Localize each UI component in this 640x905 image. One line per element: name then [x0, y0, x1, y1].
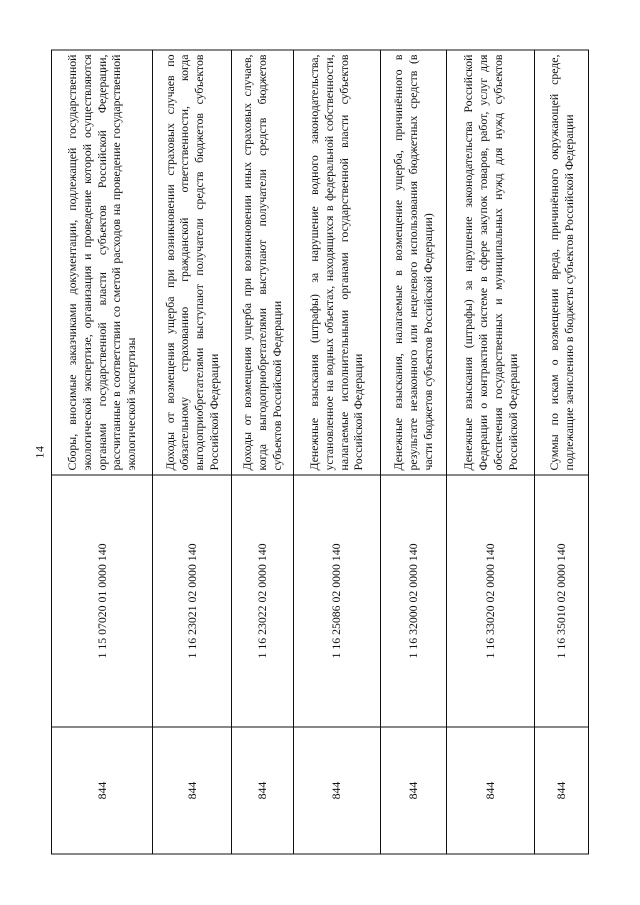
revenue-code-cell: 1 16 32000 02 0000 140 [380, 475, 447, 727]
table-row [231, 50, 293, 854]
table-row [447, 50, 535, 854]
admin-code-cell: 844 [447, 727, 535, 854]
admin-code-cell: 844 [153, 727, 232, 854]
revenue-code-cell: 1 16 23021 02 0000 140 [153, 475, 232, 727]
admin-code-cell: 844 [231, 727, 293, 854]
description-cell: Денежные взыскания (штрафы) за нарушение водного законодательства, установленное на водных объектах, находящихся в федеральной собственности, налагаемые исполнительными органами государственной власти субъектов Российской Федерации [293, 50, 380, 475]
revenue-code-cell: 1 16 25086 02 0000 140 [293, 475, 380, 727]
rotated-page-content [51, 50, 589, 855]
table-row [380, 50, 447, 854]
revenue-code-cell: 1 16 33020 02 0000 140 [447, 475, 535, 727]
table-row [153, 50, 232, 854]
page-number: 14 [32, 445, 47, 459]
description-cell: Денежные взыскания (штрафы) за нарушение законодательства Российской Федерации о контрактной системе в сфере закупок товаров, работ, услуг для обеспечения государственных и муниципальных нужд для нужд субъектов Российской Федерации [447, 50, 535, 475]
description-cell: Суммы по искам о возмещении вреда, причинённого окружающей среде, подлежащие зачислению в бюджеты субъектов Российской Федерации [535, 50, 589, 475]
description-cell: Сборы, вносимые заказчиками документации, подлежащей государственной экологической экспертизе, организация и проведение которой осуществляются органами государственной власти субъектов Российской Федерации, рассчитанные в соответствии со сметой расходов на проведение государственной экологической экспертизы [52, 50, 153, 475]
description-cell: Денежные взыскания, налагаемые в возмещение ущерба, причинённого в результате незаконного или нецелевого использования бюджетных средств (в части бюджетов субъектов Российской Федерации) [380, 50, 447, 475]
table-row [52, 50, 153, 854]
revenue-code-cell: 1 16 23022 02 0000 140 [231, 475, 293, 727]
admin-code-cell: 844 [293, 727, 380, 854]
budget-revenue-table [51, 50, 589, 855]
admin-code-cell: 844 [52, 727, 153, 854]
admin-code-cell: 844 [535, 727, 589, 854]
revenue-code-cell: 1 15 07020 01 0000 140 [52, 475, 153, 727]
description-cell: Доходы от возмещения ущерба при возникновении страховых случаев по обязательному страхованию гражданской ответственности, когда выгодоприобретателями выступают получатели средств бюджетов субъектов Российской Федерации [153, 50, 232, 475]
description-cell: Доходы от возмещения ущерба при возникновении иных страховых случаев, когда выгодоприобретателями выступают получатели средств бюджетов субъектов Российской Федерации [231, 50, 293, 475]
revenue-code-cell: 1 16 35010 02 0000 140 [535, 475, 589, 727]
table-row [293, 50, 380, 854]
admin-code-cell: 844 [380, 727, 447, 854]
table-row [535, 50, 589, 854]
